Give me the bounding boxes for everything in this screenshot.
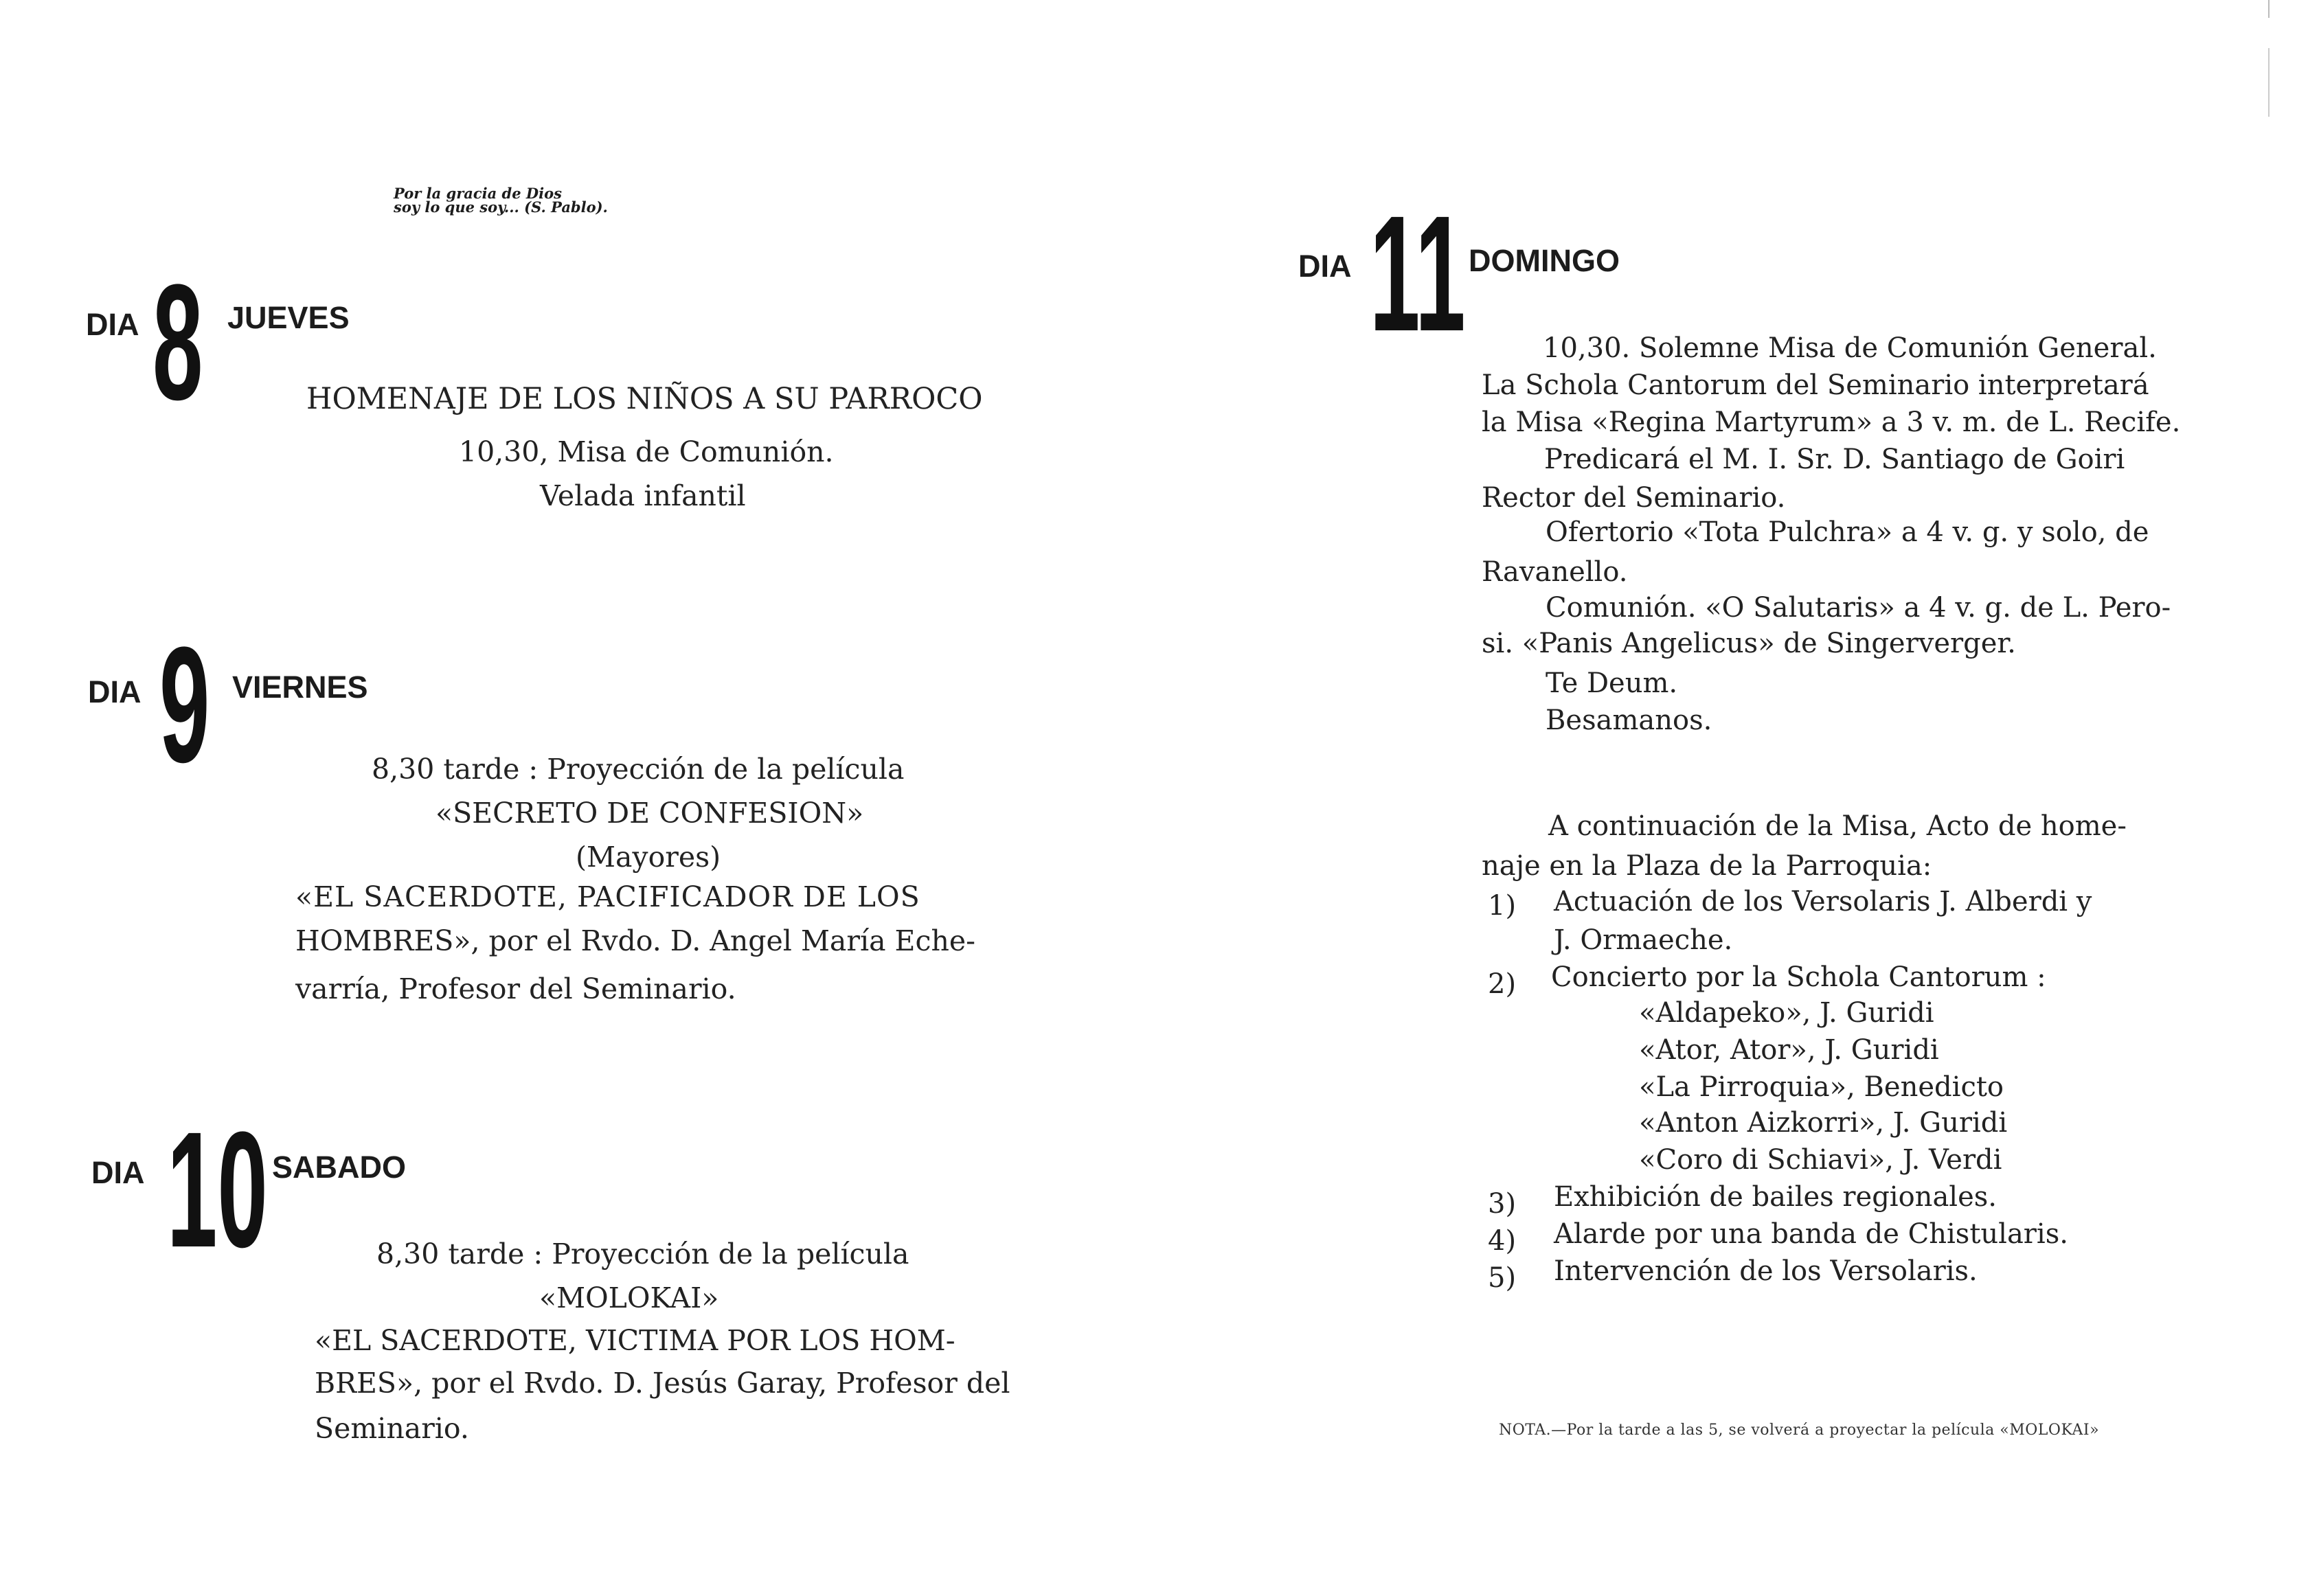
program-item-number: 4)	[1488, 1225, 1517, 1257]
day-11-line-5: Rector del Seminario.	[1482, 482, 1786, 514]
program-item-text: Alarde por una banda de Chistularis.	[1554, 1218, 2068, 1250]
day-number: 9	[159, 613, 210, 797]
program-item-number: 2)	[1488, 968, 1517, 1000]
day-10-line-2: «MOLOKAI»	[539, 1281, 719, 1314]
day-number: 10	[167, 1097, 268, 1281]
song-item: «Coro di Schiavi», J. Verdi	[1639, 1144, 2002, 1176]
program-item-text: Actuación de los Versolaris J. Alberdi y	[1554, 886, 2092, 917]
day-11-line-3: la Misa «Regina Martyrum» a 3 v. m. de L. Recife.	[1482, 407, 2181, 438]
day-10-line-4: BRES», por el Rvdo. D. Jesús Garay, Profesor del	[315, 1367, 1010, 1400]
homage-intro-line-2: naje en la Plaza de la Parroquia:	[1482, 850, 1932, 882]
day-label: DIA	[1298, 249, 1352, 284]
day-label: DIA	[86, 307, 139, 342]
day-8-line-2: Velada infantil	[540, 479, 746, 512]
song-item: «Ator, Ator», J. Guridi	[1639, 1034, 1939, 1066]
motto-line-1: Por la gracia de Dios	[394, 185, 562, 202]
program-item-number: 3)	[1488, 1188, 1517, 1220]
day-9-line-1: 8,30 tarde : Proyección de la película	[372, 753, 905, 786]
day-11-line-2: La Schola Cantorum del Seminario interpretará	[1482, 369, 2149, 401]
program-item-text: Intervención de los Versolaris.	[1554, 1255, 1978, 1287]
day-10-line-1: 8,30 tarde : Proyección de la película	[376, 1238, 909, 1270]
program-item-number: 5)	[1488, 1262, 1517, 1294]
song-item: «La Pirroquia», Benedicto	[1639, 1071, 2004, 1103]
motto-line-2: soy lo que soy... (S. Pablo).	[394, 198, 608, 216]
day-9-line-6: varría, Profesor del Seminario.	[295, 972, 736, 1005]
day-11-line-11: Besamanos.	[1546, 705, 1712, 736]
day-8-title: HOMENAJE DE LOS NIÑOS A SU PARROCO	[306, 382, 983, 416]
scan-edge-mark	[2268, 0, 2270, 18]
day-10-line-5: Seminario.	[315, 1412, 469, 1445]
program-item-number: 1)	[1488, 890, 1517, 922]
day-11-line-9: si. «Panis Angelicus» de Singerverger.	[1482, 628, 2016, 659]
day-11-line-10: Te Deum.	[1546, 668, 1678, 699]
day-label: DIA	[91, 1155, 145, 1190]
day-number: 11	[1370, 181, 1466, 365]
program-item-text: Concierto por la Schola Cantorum :	[1551, 961, 2046, 993]
day-11-line-4: Predicará el M. I. Sr. D. Santiago de Goiri	[1544, 444, 2125, 475]
program-item-text: Exhibición de bailes regionales.	[1554, 1181, 1997, 1213]
scan-edge-mark	[2268, 48, 2270, 117]
day-11-line-8: Comunión. «O Salutaris» a 4 v. g. de L. Pero-	[1546, 592, 2171, 624]
day-11-line-1: 10,30. Solemne Misa de Comunión General.	[1543, 332, 2157, 364]
song-item: «Aldapeko», J. Guridi	[1639, 997, 1934, 1029]
day-label: DIA	[88, 674, 142, 709]
day-9-line-3: (Mayores)	[576, 841, 721, 874]
day-weekday: SABADO	[272, 1150, 407, 1185]
program-item-text: J. Ormaeche.	[1554, 924, 1733, 956]
day-weekday: VIERNES	[232, 670, 368, 705]
day-weekday: JUEVES	[227, 300, 350, 335]
day-11-line-7: Ravanello.	[1482, 556, 1628, 588]
homage-intro-line-1: A continuación de la Misa, Acto de home-	[1548, 810, 2127, 842]
motto	[394, 187, 608, 214]
nota-footnote: NOTA.—Por la tarde a las 5, se volverá a proyectar la película «MOLOKAI»	[1499, 1422, 2100, 1439]
day-9-line-4: «EL SACERDOTE, PACIFICADOR DE LOS	[295, 880, 920, 913]
day-11-line-6: Ofertorio «Tota Pulchra» a 4 v. g. y solo, de	[1546, 516, 2149, 548]
day-9-line-5: HOMBRES», por el Rvdo. D. Angel María Eche-	[295, 924, 975, 957]
day-8-line-1: 10,30, Misa de Comunión.	[459, 435, 834, 468]
day-weekday: DOMINGO	[1469, 243, 1620, 278]
day-10-line-3: «EL SACERDOTE, VICTIMA POR LOS HOM-	[315, 1324, 955, 1357]
day-number: 8	[152, 250, 203, 434]
day-9-line-2: «SECRETO DE CONFESION»	[435, 797, 864, 830]
song-item: «Anton Aizkorri», J. Guridi	[1639, 1107, 2008, 1139]
